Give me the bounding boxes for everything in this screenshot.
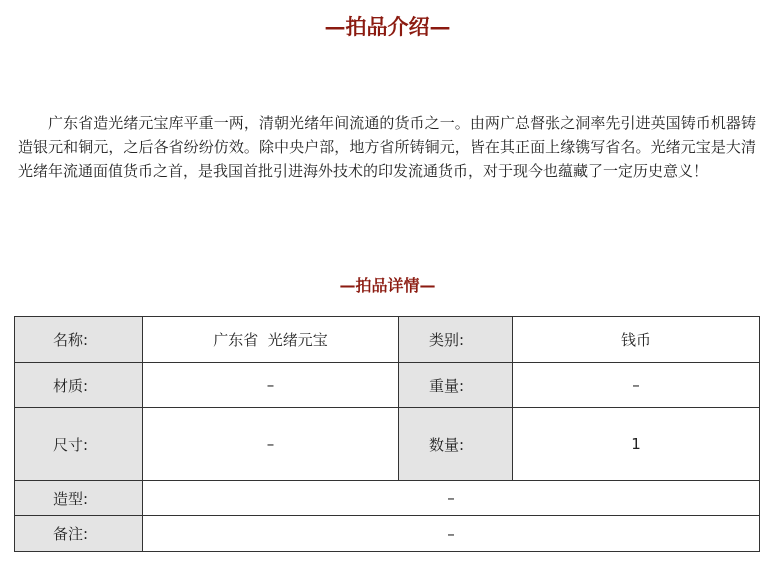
intro-description: 广东省造光绪元宝库平重一两，清朝光绪年间流通的货币之一。由两广总督张之洞率先引进英国铸币机器铸造银元和铜元，之后各省纷纷仿效。除中央户部，地方省所铸铜元，皆在其正面上缘镌写省名。光绪元宝是大清光绪年流通面值货币之首，是我国首批引进海外技术的印发流通货币，对于现今也蕴藏了一定历史意义！ [18, 114, 756, 180]
table-row [15, 481, 760, 516]
material-label: 材质: [15, 363, 143, 408]
weight-label: 重量: [399, 363, 513, 408]
weight-value: – [513, 363, 760, 408]
intro-title: —拍品介绍— [324, 14, 451, 39]
quantity-label: 数量: [399, 408, 513, 481]
size-label: 尺寸: [15, 408, 143, 481]
details-title: —拍品详情— [339, 276, 436, 295]
remarks-label: 备注: [15, 516, 143, 552]
remarks-value: – [143, 516, 760, 552]
category-value: 钱币 [513, 317, 760, 363]
table-row [15, 408, 760, 481]
table-row [15, 516, 760, 552]
shape-value: – [143, 481, 760, 516]
table-row [15, 363, 760, 408]
material-value: – [143, 363, 399, 408]
name-value: 广东省 光绪元宝 [143, 317, 399, 363]
size-value: – [143, 408, 399, 481]
name-label: 名称: [15, 317, 143, 363]
table-row [15, 317, 760, 363]
details-table [14, 316, 760, 552]
quantity-value: 1 [513, 408, 760, 481]
category-label: 类别: [399, 317, 513, 363]
shape-label: 造型: [15, 481, 143, 516]
